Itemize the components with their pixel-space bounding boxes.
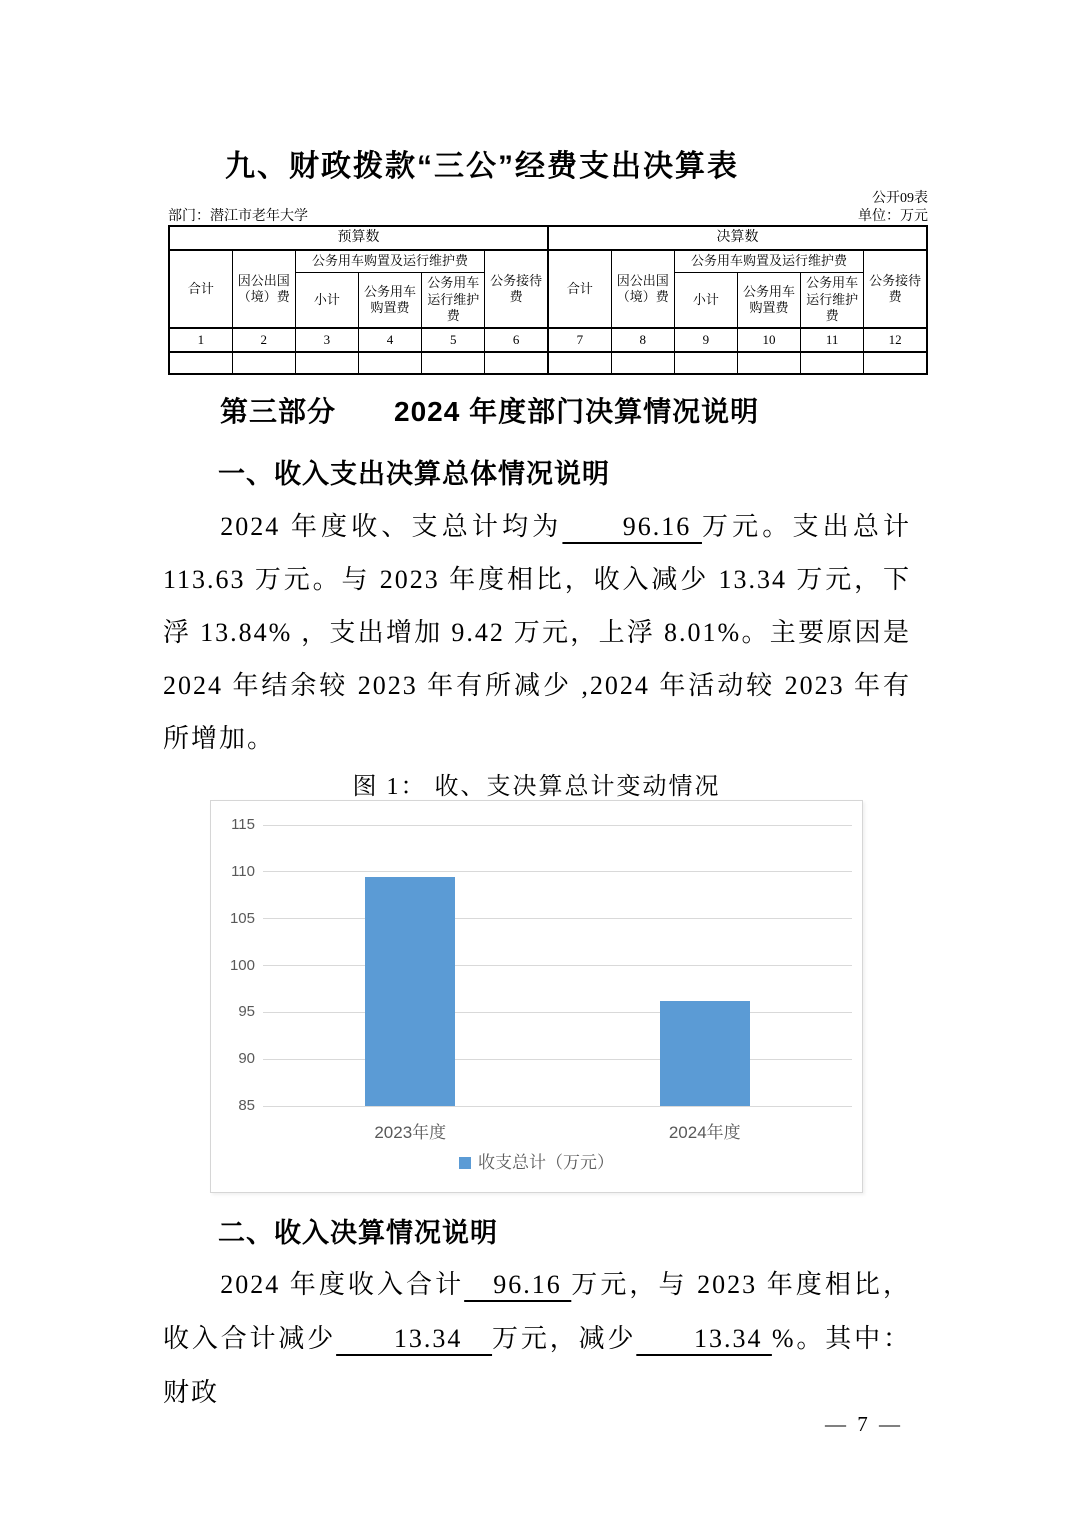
overview-paragraph [163,500,911,765]
col-number: 6 [485,328,548,352]
underlined-value: 96.16 [562,512,702,541]
header-final-vehicle-group: 公务用车购置及运行维护费 [674,250,863,272]
col-number: 7 [548,328,611,352]
underlined-value: 13.34 [636,1324,772,1353]
gridline [263,965,852,966]
header-final-subtotal: 小计 [674,272,737,328]
legend-swatch-icon [459,1157,471,1169]
bar-2023年度 [365,877,455,1106]
data-cell [611,352,674,374]
y-axis-tick-label: 115 [231,816,255,833]
table-meta-row [168,205,928,225]
legend-label: 收支总计（万元） [478,1153,614,1172]
header-budget-group: 预算数 [169,226,548,250]
col-number: 4 [358,328,421,352]
data-cell [801,352,864,374]
y-axis-tick-label: 105 [229,909,255,927]
chart-legend [211,1148,862,1173]
figure1-bar-chart [210,800,863,1193]
header-final-operation: 公务用车运行维护费 [801,272,864,328]
col-number: 12 [864,328,927,352]
x-axis-label: 2023年度 [374,1123,447,1142]
san-gong-expense-table [168,225,928,375]
table-code-label: 公开09表 [872,191,928,206]
data-cell [169,352,232,374]
gridline [263,825,852,826]
data-cell [485,352,548,374]
empty-data-row [169,352,927,374]
header-budget-reception: 公务接待费 [485,250,548,328]
y-axis-tick-label: 90 [238,1050,255,1068]
y-axis-tick-label: 85 [238,1097,255,1114]
col-number: 5 [422,328,485,352]
section2-heading: 二、收入决算情况说明 [218,1218,498,1248]
text-segment: 2024 年度收入合计 [220,1270,465,1299]
col-number: 1 [169,328,232,352]
header-final-purchase: 公务用车购置费 [737,272,800,328]
chart-canvas [211,801,862,1192]
figure1-caption: 图 1： 收、支决算总计变动情况 [352,774,721,800]
col-number: 8 [611,328,674,352]
department-label: 部门：潜江市老年大学 [168,209,308,224]
y-axis-tick-label: 100 [229,956,255,974]
data-cell [548,352,611,374]
text-segment: 万元，与 2023 年度相比，收入合计减少 [163,1270,911,1353]
gridline [263,1059,852,1060]
col-number: 11 [801,328,864,352]
header-budget-purchase: 公务用车购置费 [358,272,421,328]
section1-heading: 一、收入支出决算总体情况说明 [218,459,610,489]
header-budget-operation: 公务用车运行维护费 [422,272,485,328]
col-number: 9 [674,328,737,352]
income-paragraph [163,1258,911,1420]
data-cell [864,352,927,374]
gridline [263,918,852,919]
data-cell [674,352,737,374]
gridline [263,1012,852,1013]
part3-heading: 第三部分 2024 年度部门决算情况说明 [220,396,760,427]
y-axis-tick-label: 110 [231,862,255,880]
underlined-value: 96.16 [464,1270,572,1299]
unit-label: 单位：万元 [858,209,928,224]
header-final-group: 决算数 [548,226,927,250]
y-axis-tick-label: 95 [238,1003,255,1021]
text-segment: 万元。支出总计 113.63 万元。与 2023 年度相比，收入减少 13.34 万元，下浮 13.84% ，支出增加 9.42 万元，上浮 8.01%。主要原因是 2024 年结余较 2023 年有所减少 ,2024 年活动较 2023 年有所增加。 [163,512,911,753]
data-cell [358,352,421,374]
gridline [263,1106,852,1107]
column-number-row [169,328,927,352]
header-budget-subtotal: 小计 [295,272,358,328]
text-segment: 2024 年度收、支总计均为 [220,512,563,541]
page-number: — 7 — [825,1412,903,1436]
report-table-title: 九、财政拨款“三公”经费支出决算表 [225,150,739,183]
header-budget-total: 合计 [169,250,232,328]
header-final-reception: 公务接待费 [864,250,927,328]
col-number: 2 [232,328,295,352]
header-final-abroad: 因公出国（境）费 [611,250,674,328]
col-number: 10 [737,328,800,352]
text-segment: %。其中：财政 [163,1324,911,1407]
bar-2024年度 [660,1001,750,1106]
data-cell [422,352,485,374]
data-cell [295,352,358,374]
data-cell [737,352,800,374]
header-budget-abroad: 因公出国（境）费 [232,250,295,328]
text-segment: 万元，减少 [492,1324,637,1353]
col-number: 3 [295,328,358,352]
gridline [263,871,852,872]
underlined-value: 13.34 [336,1324,493,1353]
header-final-total: 合计 [548,250,611,328]
x-axis-label: 2024年度 [668,1123,741,1142]
data-cell [232,352,295,374]
header-budget-vehicle-group: 公务用车购置及运行维护费 [295,250,484,272]
